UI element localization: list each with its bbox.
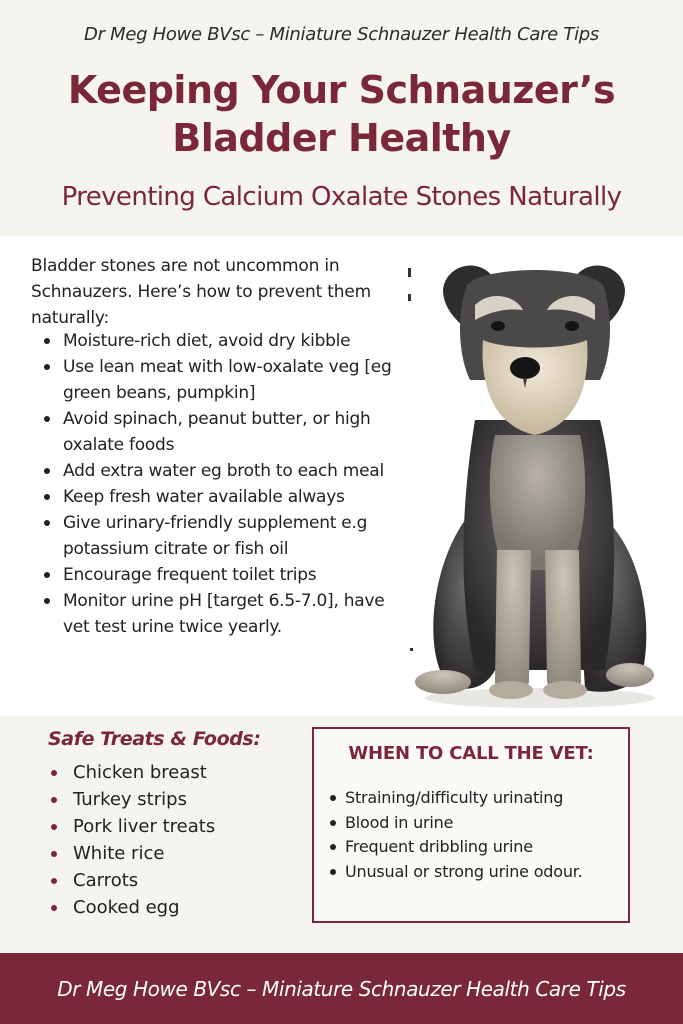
schnauzer-photo — [405, 250, 667, 716]
treat-item: Carrots — [48, 867, 215, 894]
tip-item: Add extra water eg broth to each meal — [38, 458, 398, 484]
treats-heading: Safe Treats & Foods: — [48, 728, 261, 750]
tip-item: Monitor urine pH [target 6.5-7.0], have vet test urine twice yearly. — [38, 588, 398, 640]
treat-item: Pork liver treats — [48, 813, 215, 840]
vet-callout-box — [312, 727, 630, 923]
vet-item: Straining/difficulty urinating — [328, 786, 583, 811]
page-subtitle: Preventing Calcium Oxalate Stones Naturally — [61, 182, 622, 212]
title-line-1: Keeping Your Schnauzer’s — [67, 68, 616, 112]
header-byline: Dr Meg Howe BVsc – Miniature Schnauzer Health Care Tips — [84, 24, 599, 45]
tips-list — [38, 328, 398, 640]
tip-item: Give urinary-friendly supplement e.g potassium citrate or fish oil — [38, 510, 398, 562]
tip-item: Avoid spinach, peanut butter, or high oxalate foods — [38, 406, 398, 458]
treat-item: Turkey strips — [48, 786, 215, 813]
tip-item: Keep fresh water available always — [38, 484, 398, 510]
header-band — [0, 0, 683, 236]
page-title — [0, 66, 683, 162]
title-line-2: Bladder Healthy — [172, 116, 511, 160]
schnauzer-icon — [405, 250, 667, 716]
stray-mark — [410, 648, 413, 651]
treats-list — [48, 759, 215, 921]
footer-byline: Dr Meg Howe BVsc – Miniature Schnauzer Health Care Tips — [57, 977, 626, 1001]
vet-list — [328, 786, 583, 884]
vet-item: Unusual or strong urine odour. — [328, 860, 583, 885]
treat-item: Cooked egg — [48, 894, 215, 921]
treat-item: White rice — [48, 840, 215, 867]
tip-item: Encourage frequent toilet trips — [38, 562, 398, 588]
footer-band — [0, 953, 683, 1024]
vet-heading: WHEN TO CALL THE VET: — [348, 743, 594, 764]
treat-item: Chicken breast — [48, 759, 215, 786]
vet-item: Blood in urine — [328, 811, 583, 836]
tip-item: Moisture-rich diet, avoid dry kibble — [38, 328, 398, 354]
tip-item: Use lean meat with low-oxalate veg [eg green beans, pumpkin] — [38, 354, 398, 406]
vet-item: Frequent dribbling urine — [328, 835, 583, 860]
intro-text: Bladder stones are not uncommon in Schnauzers. Here’s how to prevent them naturally: — [31, 256, 371, 328]
